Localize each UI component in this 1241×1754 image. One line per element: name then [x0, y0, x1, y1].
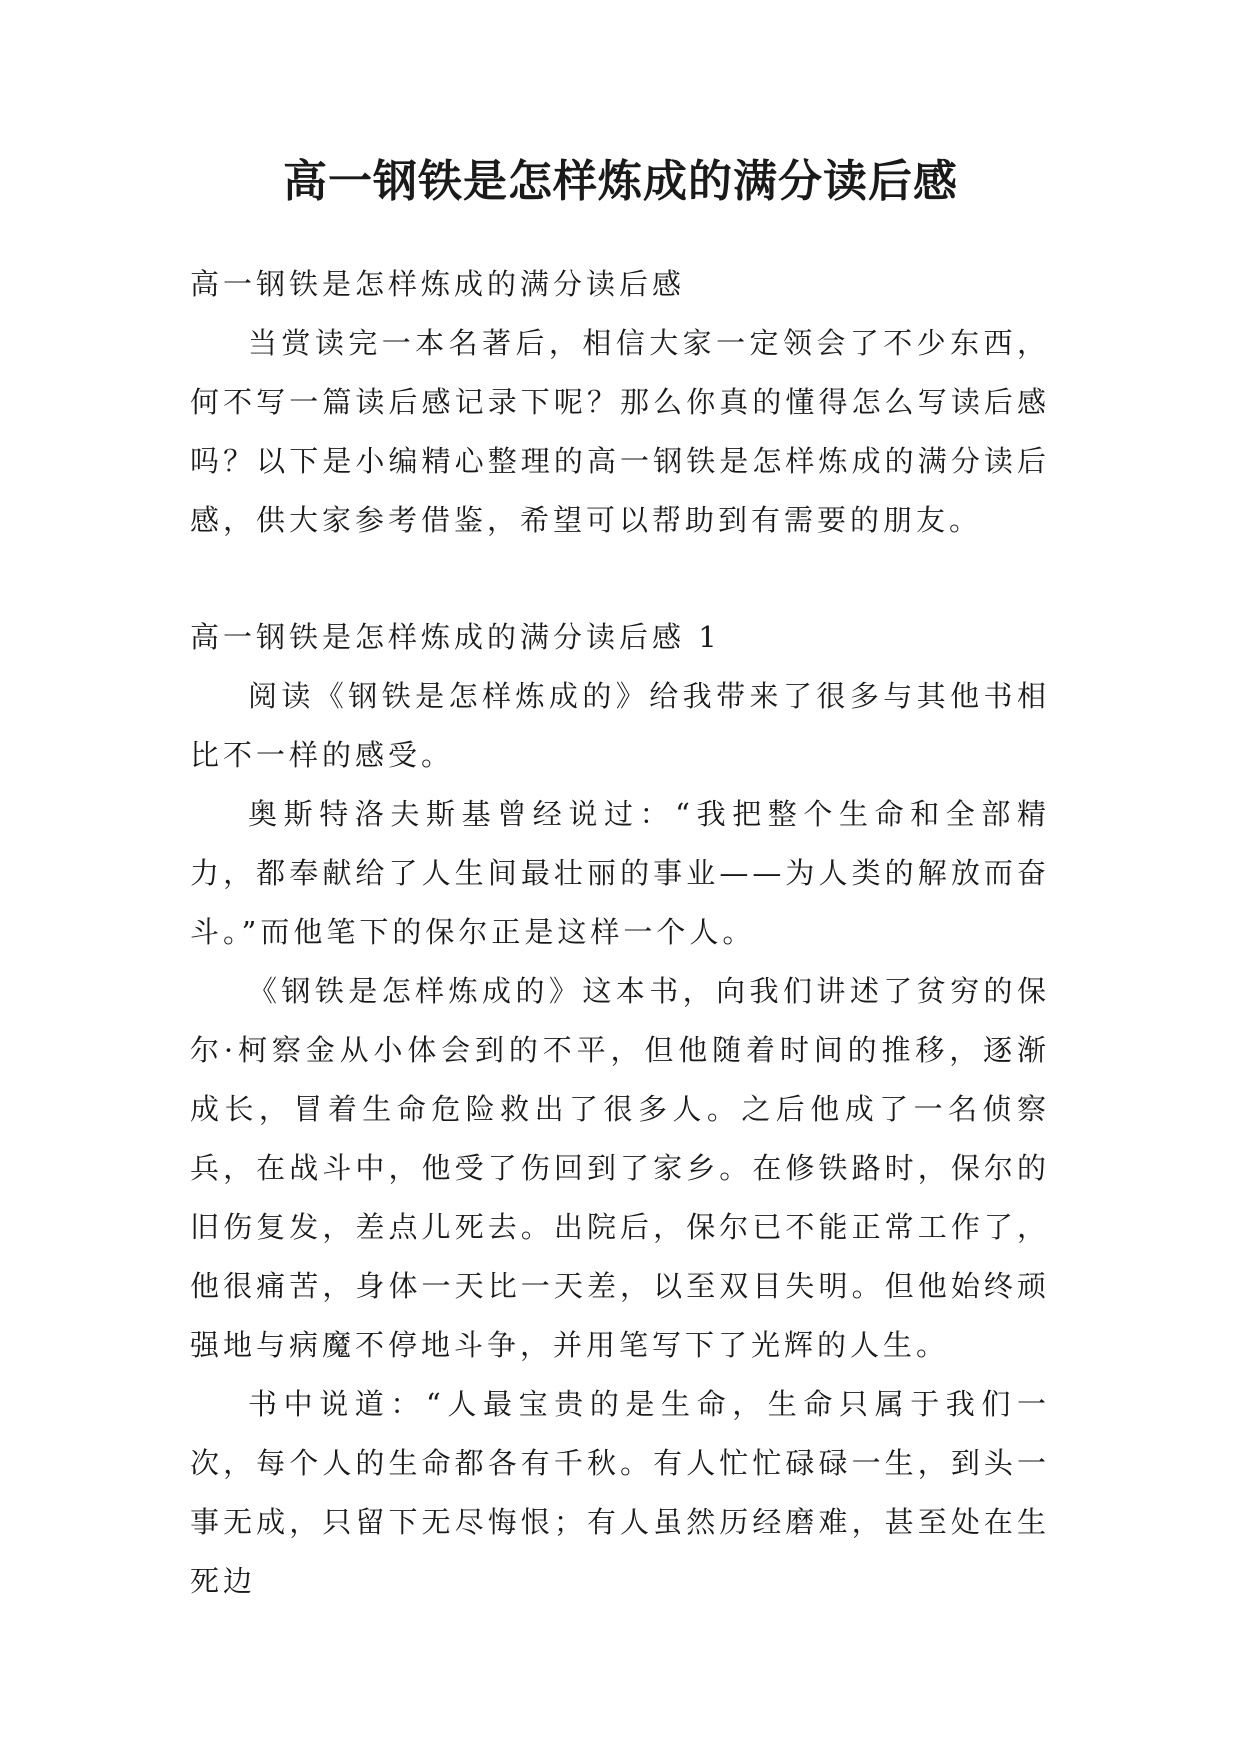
document-body — [190, 255, 1050, 1611]
document-title: 高一钢铁是怎样炼成的满分读后感 — [283, 156, 958, 207]
body-paragraph: 阅读《钢铁是怎样炼成的》给我带来了很多与其他书相比不一样的感受。 — [190, 679, 1050, 772]
body-paragraph: 《钢铁是怎样炼成的》这本书，向我们讲述了贫穷的保尔·柯察金从小体会到的不平，但他随着时间的推移，逐渐成长，冒着生命危险救出了很多人。之后他成了一名侦察兵，在战斗中，他受了伤回到了家乡。在修铁路时，保尔的旧伤复发，差点儿死去。出院后，保尔已不能正常工作了，他很痛苦，身体一天比一天差，以至双目失明。但他始终顽强地与病魔不停地斗争，并用笔写下了光辉的人生。 — [190, 974, 1050, 1362]
body-paragraph: 奥斯特洛夫斯基曾经说过：“我把整个生命和全部精力，都奉献给了人生间最壮丽的事业——为人类的解放而奋斗。”而他笔下的保尔正是这样一个人。 — [190, 797, 1050, 949]
intro-paragraph: 当赏读完一本名著后，相信大家一定领会了不少东西，何不写一篇读后感记录下呢？那么你真的懂得怎么写读后感吗？以下是小编精心整理的高一钢铁是怎样炼成的满分读后感，供大家参考借鉴，希望可以帮助到有需要的朋友。 — [190, 326, 1050, 537]
section-heading: 高一钢铁是怎样炼成的满分读后感 1 — [190, 620, 721, 654]
section-spacer — [190, 550, 1050, 608]
intro-heading: 高一钢铁是怎样炼成的满分读后感 — [190, 267, 686, 301]
body-paragraph: 书中说道：“人最宝贵的是生命，生命只属于我们一次，每个人的生命都各有千秋。有人忙忙碌碌一生，到头一事无成，只留下无尽悔恨；有人虽然历经磨难，甚至处在生死边 — [190, 1387, 1050, 1598]
